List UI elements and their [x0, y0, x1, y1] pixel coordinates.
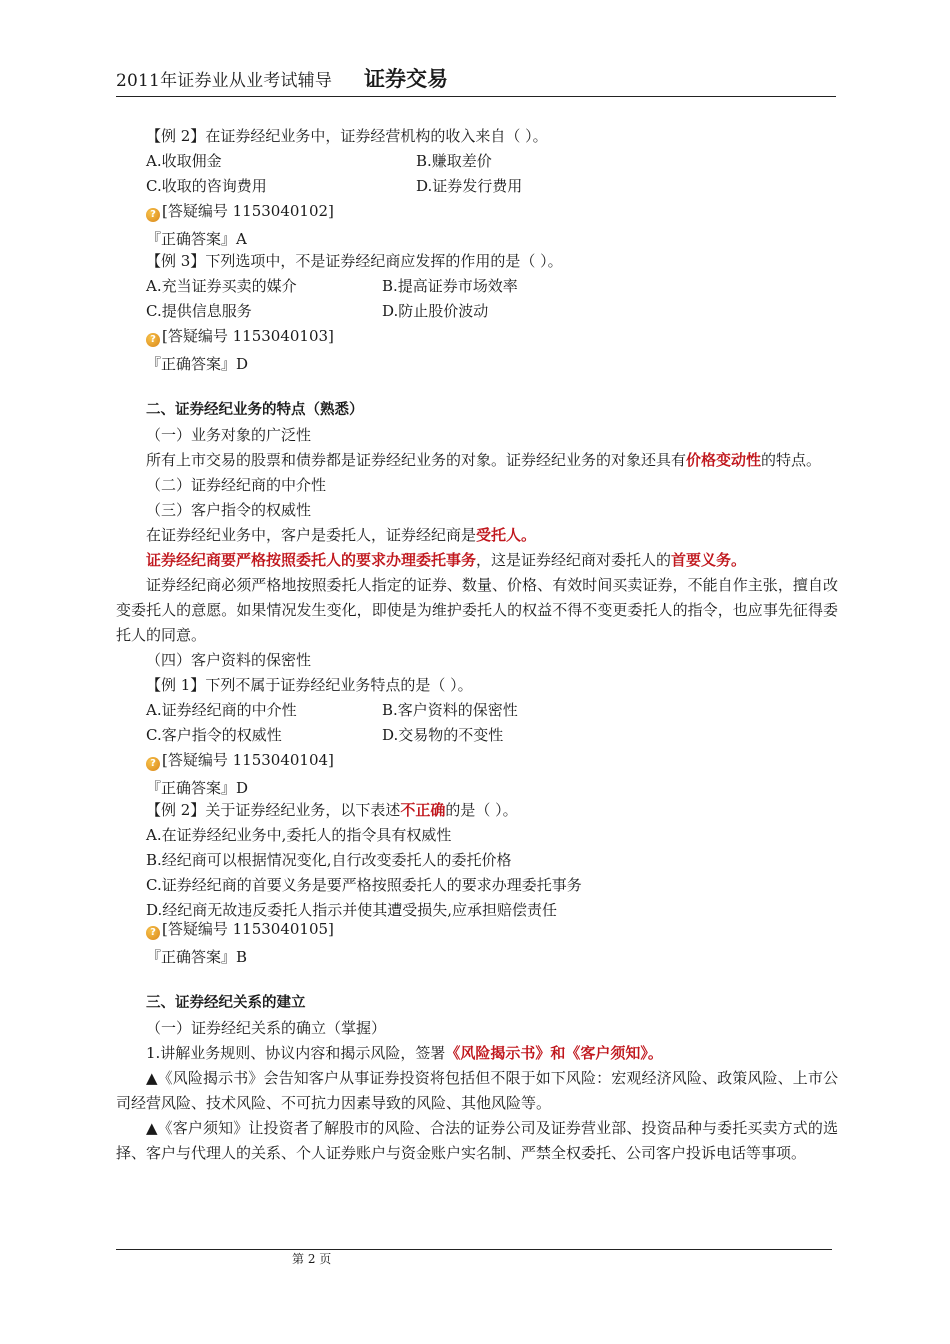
- option-c: C.证券经纪商的首要义务是要严格按照委托人的要求办理委托事务: [146, 876, 582, 894]
- options-row: [116, 174, 838, 199]
- paragraph-text: 在证券经纪业务中，客户是委托人，证券经纪商是: [146, 526, 477, 544]
- question-text: 的是（ ）。: [445, 801, 518, 819]
- paragraph: [116, 448, 838, 473]
- emphasis-text: 价格变动性: [686, 451, 762, 469]
- option-a: A.充当证券买卖的媒介: [146, 277, 297, 295]
- answer-line: [116, 349, 838, 379]
- qa-reference: [116, 199, 838, 224]
- option-a: A.证券经纪商的中介性: [146, 701, 297, 719]
- qa-number: [答疑编号 1153040104]: [162, 751, 334, 769]
- subsection-heading: （四）客户资料的保密性: [146, 651, 312, 669]
- options-row: [116, 274, 838, 299]
- option-d: D.防止股价波动: [382, 302, 489, 320]
- example-label: 【例 1】: [146, 676, 206, 694]
- example-question: [116, 798, 838, 823]
- option-c: C.提供信息服务: [146, 302, 252, 320]
- option-b: B.客户资料的保密性: [382, 701, 518, 719]
- paragraph-text: ，这是证券经纪商对委托人的: [476, 551, 672, 569]
- subsection-heading: （二）证券经纪商的中介性: [146, 476, 327, 494]
- option-a: A.在证券经纪业务中,委托人的指令具有权威性: [146, 826, 452, 844]
- subsection-heading: （一）业务对象的广泛性: [146, 426, 312, 444]
- options-row: [116, 723, 838, 748]
- question-text: 下列选项中，不是证券经纪商应发挥的作用的是（ ）。: [205, 252, 563, 270]
- option-c: C.客户指令的权威性: [146, 726, 282, 744]
- example-label: 【例 2】: [146, 801, 206, 819]
- answer-line: [116, 942, 838, 972]
- emphasis-text: 首要义务。: [671, 551, 747, 569]
- page-number: 第 2 页: [292, 1252, 332, 1266]
- question-mark-icon[interactable]: ?: [146, 333, 160, 347]
- emphasis-text: 《风险揭示书》和《客户须知》。: [445, 1044, 663, 1062]
- paragraph: [116, 523, 838, 548]
- qa-number: [答疑编号 1153040105]: [162, 920, 334, 938]
- question-mark-icon[interactable]: ?: [146, 926, 160, 940]
- paragraph: ▲《风险揭示书》会告知客户从事证券投资将包括但不限于如下风险：宏观经济风险、政策风险、上市公司经营风险、技术风险、不可抗力因素导致的风险、其他风险等。: [116, 1069, 838, 1112]
- correct-answer: 『正确答案』D: [146, 779, 249, 797]
- emphasis-text: 受托人。: [476, 526, 537, 544]
- spacer: [116, 379, 838, 398]
- option-b: B.提高证券市场效率: [382, 277, 518, 295]
- qa-number: [答疑编号 1153040103]: [162, 327, 334, 345]
- option-c: C.收取的咨询费用: [146, 177, 267, 195]
- correct-answer: 『正确答案』B: [146, 948, 248, 966]
- emphasis-text: 证券经纪商要严格按照委托人的要求办理委托事务: [146, 551, 477, 569]
- example-label: 【例 3】: [146, 252, 206, 270]
- option-a: A.收取佣金: [146, 152, 222, 170]
- option-b: B.经纪商可以根据情况变化,自行改变委托人的委托价格: [146, 851, 512, 869]
- question-text: 在证券经纪业务中，证券经营机构的收入来自（ ）。: [205, 127, 548, 145]
- qa-number: [答疑编号 1153040102]: [162, 202, 334, 220]
- example-question: [116, 124, 838, 149]
- example-label: 【例 2】: [146, 127, 206, 145]
- option-d: D.交易物的不变性: [382, 726, 504, 744]
- paragraph: 证券经纪商必须严格地按照委托人指定的证券、数量、价格、有效时间买卖证券，不能自作主张，擅自改变委托人的意愿。如果情况发生变化，即使是为维护委托人的权益不得不变更委托人的指令，也应事先征得委托人的同意。: [116, 576, 838, 644]
- example-question: [116, 249, 838, 274]
- options-row: [116, 149, 838, 174]
- subsection-heading: （三）客户指令的权威性: [146, 501, 312, 519]
- question-mark-icon[interactable]: ?: [146, 208, 160, 222]
- header-subject: 证券交易: [364, 67, 448, 91]
- emphasis-text: 不正确: [400, 801, 446, 819]
- option-d: D.经纪商无故违反委托人指示并使其遭受损失,应承担赔偿责任: [146, 901, 558, 919]
- paragraph-text: 所有上市交易的股票和债券都是证券经纪业务的对象。证券经纪业务的对象还具有: [146, 451, 687, 469]
- page-header: [116, 66, 836, 96]
- spacer: [116, 972, 838, 991]
- options-row: [116, 698, 838, 723]
- question-text: 下列不属于证券经纪业务特点的是（ ）。: [205, 676, 473, 694]
- correct-answer: 『正确答案』D: [146, 355, 249, 373]
- paragraph: [116, 548, 838, 573]
- qa-reference: [116, 324, 838, 349]
- paragraph: [116, 1041, 838, 1066]
- options-row: [116, 299, 838, 324]
- subsection-heading: （一）证券经纪关系的确立（掌握）: [146, 1019, 387, 1037]
- header-divider: [116, 96, 836, 97]
- paragraph-text: 的特点。: [761, 451, 822, 469]
- option-b: B.赚取差价: [416, 152, 492, 170]
- qa-reference: [116, 748, 838, 773]
- question-mark-icon[interactable]: ?: [146, 757, 160, 771]
- footer-divider: [116, 1249, 832, 1250]
- correct-answer: 『正确答案』A: [146, 230, 247, 248]
- document-body: [116, 124, 838, 1166]
- paragraph: ▲《客户须知》让投资者了解股市的风险、合法的证券公司及证券营业部、投资品种与委托买卖方式的选择、客户与代理人的关系、个人证券账户与资金账户实名制、严禁全权委托、公司客户投诉电话等事项。: [116, 1119, 838, 1162]
- example-question: [116, 673, 838, 698]
- header-title: 2011年证券业从业考试辅导: [116, 71, 333, 91]
- question-text: 关于证券经纪业务，以下表述: [205, 801, 401, 819]
- paragraph-text: 1.讲解业务规则、协议内容和揭示风险，签署: [146, 1044, 446, 1062]
- qa-reference: [116, 917, 838, 942]
- section-heading: 三、证券经纪关系的建立: [146, 995, 306, 1011]
- section-heading: 二、证券经纪业务的特点（熟悉）: [146, 402, 364, 418]
- option-d: D.证券发行费用: [416, 177, 523, 195]
